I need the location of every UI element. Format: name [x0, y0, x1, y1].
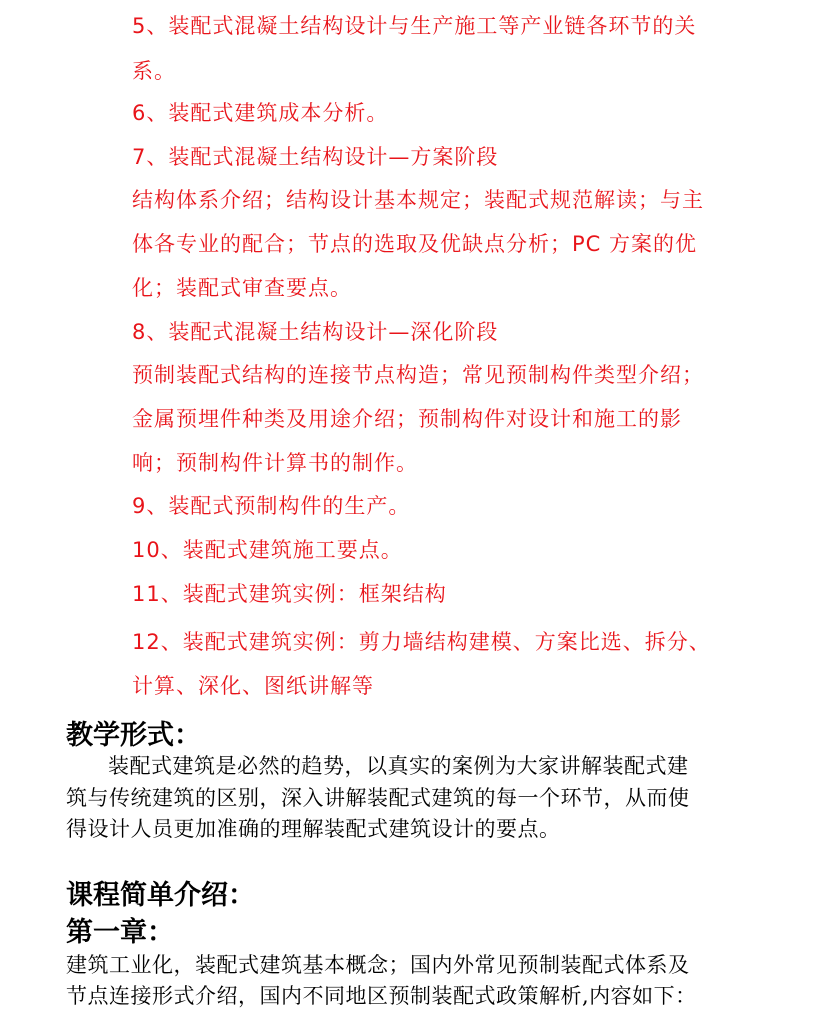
outline-line: 化；装配式审查要点。: [132, 276, 352, 300]
course-intro-heading: 课程简单介绍：: [66, 880, 255, 911]
chapter-one-heading: 第一章：: [66, 917, 174, 948]
outline-line: 9、装配式预制构件的生产。: [132, 494, 411, 518]
outline-line: 10、装配式建筑施工要点。: [132, 538, 403, 562]
outline-line: 预制装配式结构的连接节点构造；常见预制构件类型介绍；: [132, 363, 704, 387]
outline-line: 体各专业的配合；节点的选取及优缺点分析；PC 方案的优: [132, 232, 697, 256]
chapter-one-line: 节点连接形式介绍，国内不同地区预制装配式政策解析,内容如下：: [66, 984, 697, 1008]
teaching-paragraph-line: 得设计人员更加准确的理解装配式建筑设计的要点。: [66, 817, 561, 841]
outline-line: 5、装配式混凝土结构设计与生产施工等产业链各环节的关: [132, 14, 697, 38]
outline-line: 8、装配式混凝土结构设计—深化阶段: [132, 320, 499, 344]
teaching-paragraph-line: 装配式建筑是必然的趋势，以真实的案例为大家讲解装配式建: [108, 754, 689, 778]
chapter-one-line: 建筑工业化，装配式建筑基本概念；国内外常见预制装配式体系及: [66, 953, 690, 977]
outline-line: 11、装配式建筑实例：框架结构: [132, 582, 447, 606]
outline-line: 结构体系介绍；结构设计基本规定；装配式规范解读；与主: [132, 188, 704, 212]
teaching-paragraph-line: 筑与传统建筑的区别，深入讲解装配式建筑的每一个环节，从而使: [66, 786, 690, 810]
outline-line: 系。: [132, 59, 176, 83]
outline-line: 计算、深化、图纸讲解等: [132, 674, 374, 698]
outline-line: 6、装配式建筑成本分析。: [132, 101, 389, 125]
teaching-heading: 教学形式：: [66, 720, 201, 751]
outline-line: 响；预制构件计算书的制作。: [132, 451, 418, 475]
outline-line: 7、装配式混凝土结构设计—方案阶段: [132, 145, 499, 169]
outline-line: 12、装配式建筑实例：剪力墙结构建模、方案比选、拆分、: [132, 630, 711, 654]
outline-line: 金属预埋件种类及用途介绍；预制构件对设计和施工的影: [132, 407, 682, 431]
